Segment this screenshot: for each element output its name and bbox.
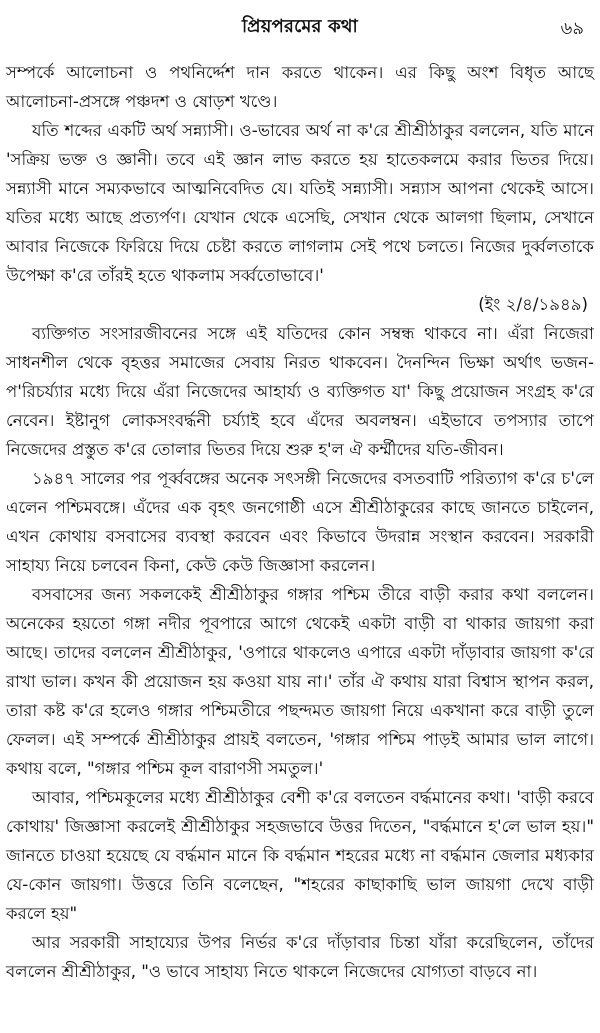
running-title: প্রিয়পরমের কথা xyxy=(242,16,358,37)
page-number: ৬৯ xyxy=(560,18,584,39)
paragraph-2: যতি শব্দের একটি অর্থ সন্ন্যাসী। ও-ভাবের অর্থ না ক'রে শ্রীশ্রীঠাকুর বললেন, যতি মানে 'সক্রিয় ভক্ত ও জ্ঞানী। তবে এই জ্ঞান লাভ করতে হয় হাতেকলমে করার ভিতর দিয়ে। সন্ন্যাসী মানে সম্যকভাবে আত্মনিবেদিত যে। যতিই সন্ন্যাসী। সন্ন্যাস আপনা থেকেই আসে। যতির মধ্যে আছে প্রত্যর্পণ। যেখান থেকে এসেছি, সেখান থেকে আলগা ছিলাম, সেখানে আবার নিজেকে ফিরিয়ে দিয়ে চেষ্টা করতে লাগলাম সেই পথে চলতে। নিজের দুর্ব্বলতাকে উপেক্ষা ক'রে তাঁরই হতে থাকলাম সর্ব্বতোভাবে।' xyxy=(6,121,594,285)
page-body xyxy=(6,58,594,986)
paragraph-3: ব্যক্তিগত সংসারজীবনের সঙ্গে এই যতিদের কোন সম্বন্ধ থাকবে না। এঁরা নিজেরা সাধনশীল থেকে বৃহত্তর সমাজের সেবায় নিরত থাকবেন। দৈনন্দিন ভিক্ষা অর্থাৎ ভজন-প'রিচর্য্যার মধ্যে দিয়ে এঁরা নিজেদের আহার্য্য ও ব্যক্তিগত যা' কিছু প্রয়োজন সংগ্রহ ক'রে নেবেন। ইষ্টানুগ লোকসংবর্দ্ধনী চর্য্যাই হবে এঁদের অবলম্বন। এইভাবে তপস্যার তাপে নিজেদের প্রস্তুত ক'রে তোলার ভিতর দিয়ে শুরু হ'ল ঐ কর্ম্মীদের যতি-জীবন। xyxy=(6,324,594,459)
paragraph-6: আবার, পশ্চিমকূলের মধ্যে শ্রীশ্রীঠাকুর বেশী ক'রে বলতেন বর্দ্ধমানের কথা। 'বাড়ী করবে কোথায়' জিজ্ঞাসা করলেই শ্রীশ্রীঠাকুর সহজভাবে উত্তর দিতেন, "বর্দ্ধমানে হ'লে ভাল হয়।" জানতে চাওয়া হয়েছে যে বর্দ্ধমান মানে কি বর্দ্ধমান শহরের মধ্যে না বর্দ্ধমান জেলার মধ্যকার যে-কোন জায়গা। উত্তরে তিনি বলেছেন, "শহরের কাছাকাছি ভাল জায়গা দেখে বাড়ী করলে হয়" xyxy=(6,788,594,923)
paragraph-4: ১৯৪৭ সালের পর পূর্ব্ববঙ্গের অনেক সৎসঙ্গী নিজেদের বসতবাটি পরিত্যাগ ক'রে চ'লে এলেন পশ্চিমবঙ্গে। এঁদের এক বৃহৎ জনগোষ্ঠী এসে শ্রীশ্রীঠাকুরের কাছে জানতে চাইলেন, এখন কোথায় বসবাসের ব্যবস্থা করবেন এবং কিভাবে উদরান্ন সংস্থান করবেন। সরকারী সাহায্য নিয়ে চলবেন কিনা, কেউ কেউ জিজ্ঞাসা করলেন। xyxy=(6,469,594,575)
paragraph-1: সম্পর্কে আলোচনা ও পথনির্দ্দেশ দান করতে থাকেন। এর কিছু অংশ বিধৃত আছে আলোচনা-প্রসঙ্গে পঞ্চদশ ও ষোড়শ খণ্ডে। xyxy=(6,63,594,111)
paragraph-7: আর সরকারী সাহায্যের উপর নির্ভর ক'রে দাঁড়াবার চিন্তা যাঁরা করেছিলেন, তাঁদের বললেন শ্রীশ্রীঠাকুর, "ও ভাবে সাহায্য নিতে থাকলে নিজেদের যোগ্যতা বাড়বে না। xyxy=(6,933,594,981)
paragraph-5: বসবাসের জন্য সকলকেই শ্রীশ্রীঠাকুর গঙ্গার পশ্চিম তীরে বাড়ী করার কথা বললেন। অনেকের হয়তো গঙ্গা নদীর পূবপারে আগে থেকেই একটা বাড়ী বা থাকার জায়গা করা আছে। তাদের বললেন শ্রীশ্রীঠাকুর, 'ওপারে থাকলেও এপারে একটা দাঁড়াবার জায়গা ক'রে রাখা ভাল। কখন কী প্রয়োজন হয় কওয়া যায় না।' তাঁর ঐ কথায় যারা বিশ্বাস স্থাপন করল, তারা কষ্ট ক'রে হলেও গঙ্গার পশ্চিমতীরে পছন্দমত জায়গা নিয়ে একখানা করে বাড়ী তুলে ফেলল। এই সম্পর্কে শ্রীশ্রীঠাকুর প্রায়ই বলতেন, 'গঙ্গার পশ্চিম পাড়ই আমার ভাল লাগে। কথায় বলে, "গঙ্গার পশ্চিম কূল বারাণসী সমতুল।' xyxy=(6,585,594,778)
page-header xyxy=(6,0,594,58)
date-note: (ইং ২/৪/১৯৪৯) xyxy=(478,295,588,314)
